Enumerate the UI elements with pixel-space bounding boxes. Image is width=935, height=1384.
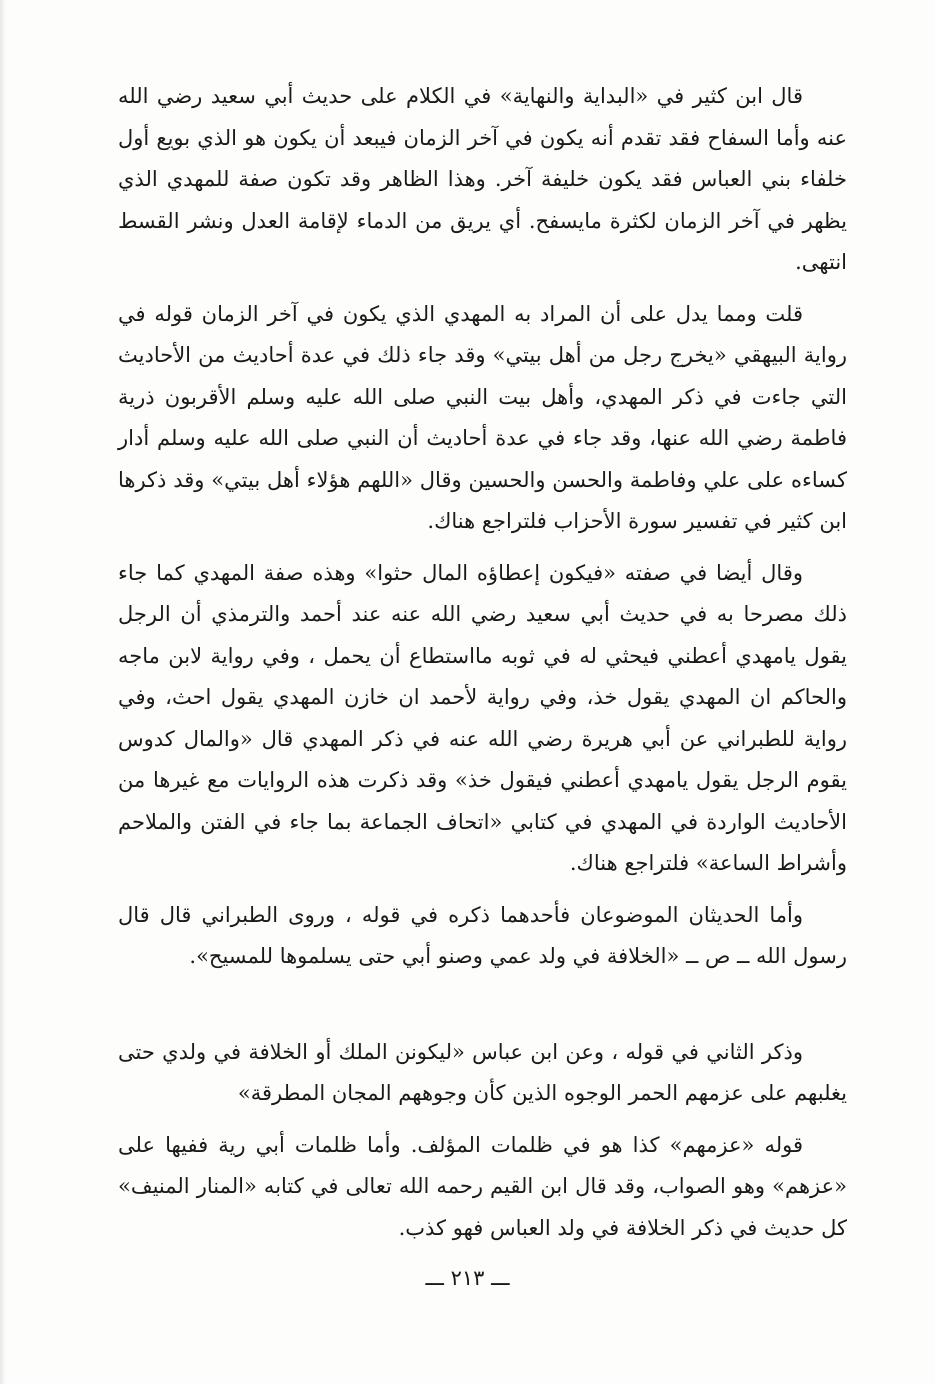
paragraph-spacer: [118, 284, 847, 294]
paragraph-2: قلت ومما يدل على أن المراد به المهدي الذي يكون في آخر الزمان قوله في رواية البيهقي «يخرج رجل من أهل بيتي» وقد جاء ذلك في عدة أحاديث من الأحاديث التي جاءت في ذكر المهدي، وأهل بيت النبي صلى الله عليه وسلم الأقربون ذرية فاطمة رضي الله عنها، وقد جاء في عدة أحاديث أن النبي صلى الله عليه وسلم أدار كساءه على علي وفاطمة والحسن والحسين وقال «اللهم هؤلاء أهل بيتي» وقد ذكرها ابن كثير في تفسير سورة الأحزاب فلتراجع هناك.: [118, 301, 847, 533]
scan-edge-shadow: [0, 0, 6, 1384]
paragraph-spacer-large: [118, 978, 847, 1032]
paragraph-3: وقال أيضا في صفته «فيكون إعطاؤه المال حثوا» وهذه صفة المهدي كما جاء ذلك مصرحا به في حديث أبي سعيد رضي الله عنه عند أحمد والترمذي أن الرجل يقول يامهدي أعطني فيحثي له في ثوبه مااستطاع أن يحمل ، وفي رواية لابن ماجه والحاكم ان المهدي يقول خذ، وفي رواية لأحمد ان خازن المهدي يقول احث، وفي رواية للطبراني عن أبي هريرة رضي الله عنه في ذكر المهدي قال «والمال كدوس يقوم الرجل يقول يامهدي أعطني فيقول خذ» وقد ذكرت هذه الروايات مع غيرها من الأحاديث الواردة في المهدي في كتابي «اتحاف الجماعة بما جاء في الفتن والملاحم وأشراط الساعة» فلتراجع هناك.: [118, 560, 847, 875]
paragraph-6: قوله «عزمهم» كذا هو في ظلمات المؤلف. وأما ظلمات أبي رية ففيها على «عزهم» وهو الصواب، وقد قال ابن القيم رحمه الله تعالى في كتابه «المنار المنيف» كل حديث في ذكر الخلافة في ولد العباس فهو كذب.: [118, 1132, 847, 1240]
page-body-text: [118, 76, 847, 1249]
paragraph-spacer: [118, 1115, 847, 1125]
page-number: ـــ ٢١٣ ـــ: [425, 1266, 510, 1290]
paragraph-spacer: [118, 543, 847, 553]
paragraph-1: قال ابن كثير في «البداية والنهاية» في الكلام على حديث أبي سعيد رضي الله عنه وأما السفاح فقد تقدم أنه يكون في آخر الزمان فيبعد أن يكون هو الذي بويع أول خلفاء بني العباس فقد يكون خليفة آخر. وهذا الظاهر وقد تكون صفة للمهدي الذي يظهر في آخر الزمان لكثرة مايسفح. أي يريق من الدماء لإقامة العدل ونشر القسط انتهى.: [118, 84, 847, 274]
paragraph-4: وأما الحديثان الموضوعان فأحدهما ذكره في قوله ، وروى الطبراني قال قال رسول الله ــ ص ــ «الخلافة في ولد عمي وصنو أبي حتى يسلموها للمسيح».: [118, 902, 847, 968]
paragraph-spacer: [118, 885, 847, 895]
paragraph-5: وذكر الثاني في قوله ، وعن ابن عباس «ليكونن الملك أو الخلافة في ولدي حتى يغلبهم على عزمهم الحمر الوجوه الذين كأن وجوههم المجان المطرقة»: [118, 1039, 847, 1105]
